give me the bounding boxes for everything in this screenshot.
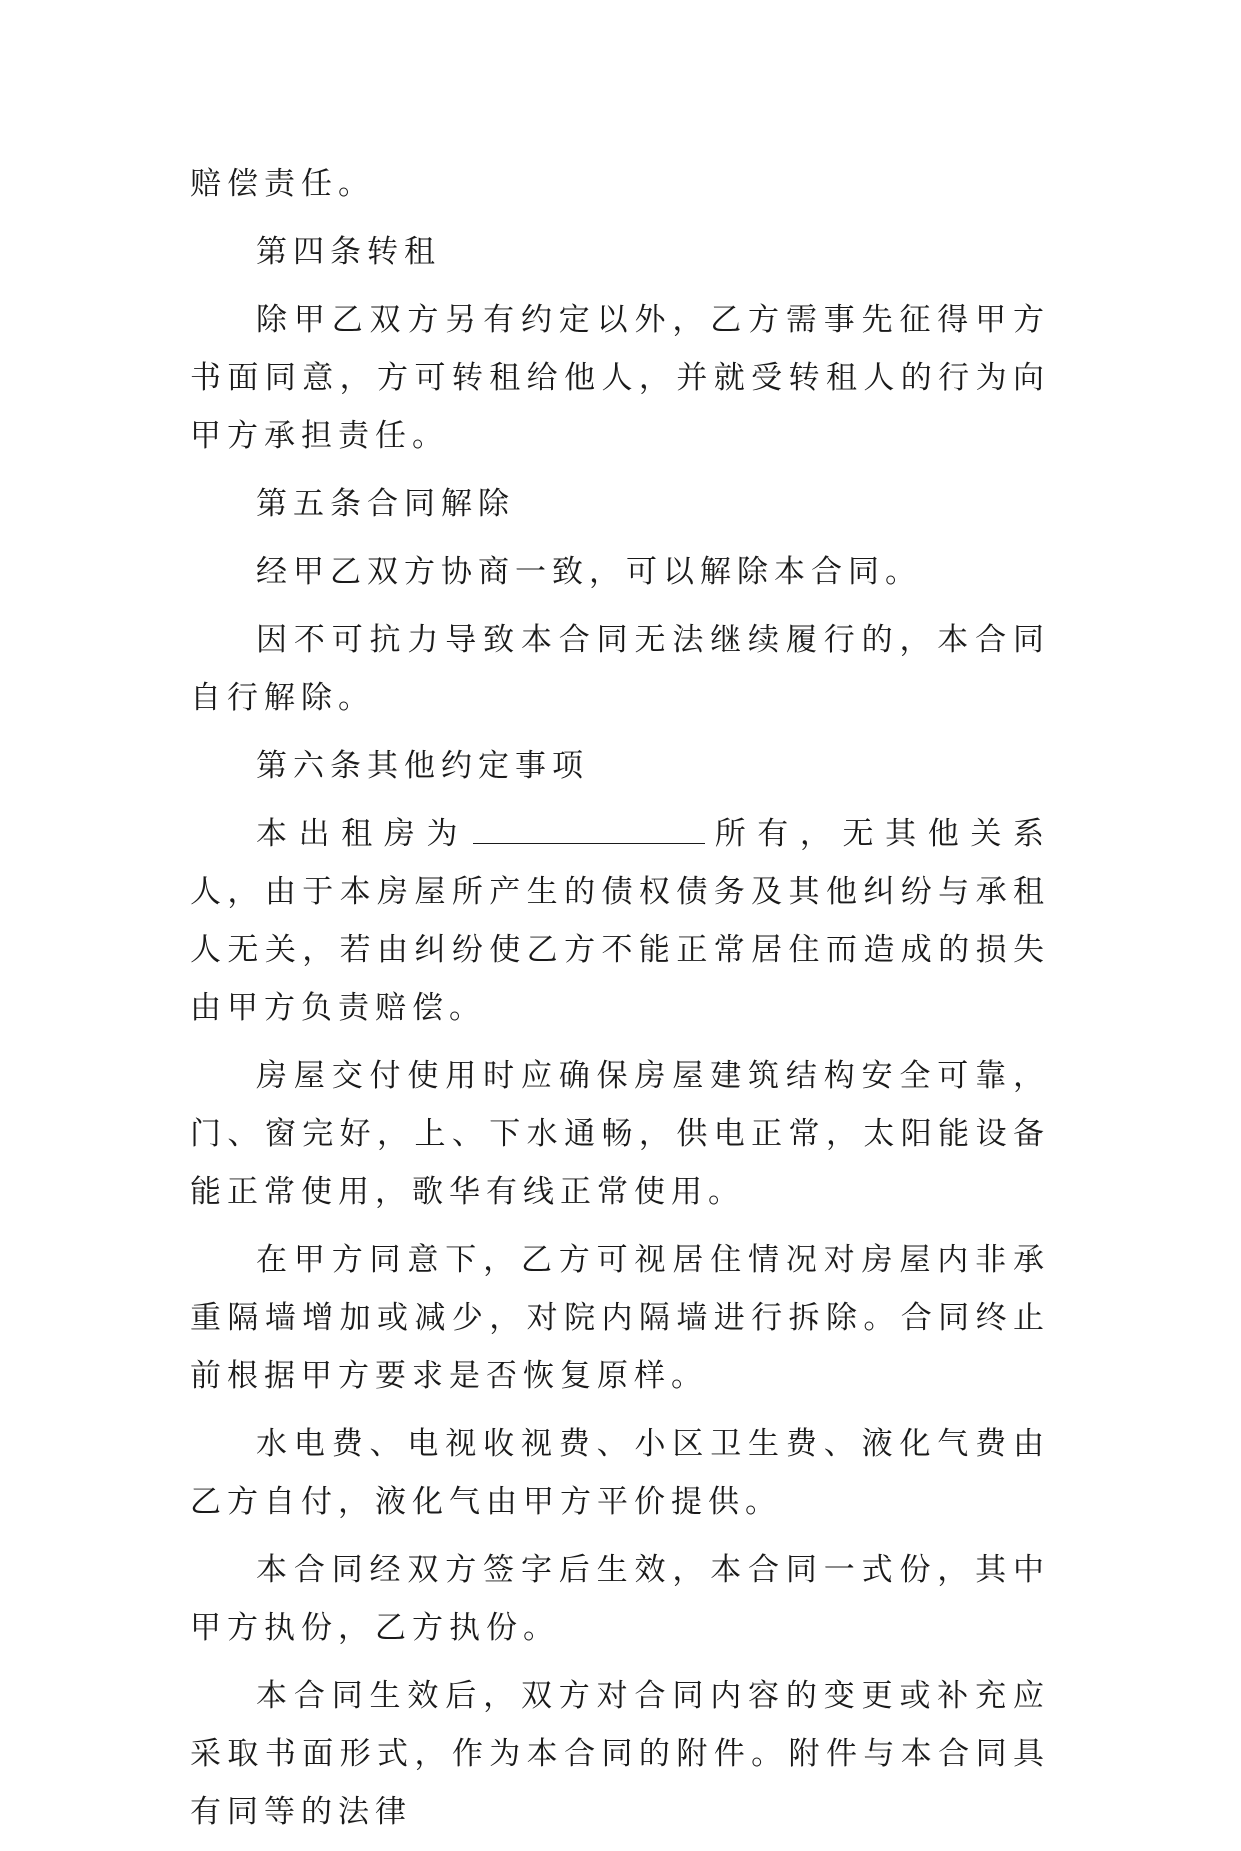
paragraph-sublease: 除甲乙双方另有约定以外，乙方需事先征得甲方书面同意，方可转租给他人，并就受转租人的行为向甲方承担责任。 — [190, 302, 1050, 454]
paragraph-effectiveness: 本合同经双方签字后生效，本合同一式份，其中甲方执份，乙方执份。 — [190, 1552, 1050, 1646]
paragraph-handover: 房屋交付使用时应确保房屋建筑结构安全可靠，门、窗完好，上、下水通畅，供电正常，太阳能设备能正常使用，歌华有线正常使用。 — [190, 1058, 1050, 1210]
heading-article-4: 第四条转租 — [256, 234, 441, 270]
paragraph-ownership — [190, 805, 1050, 1037]
paragraph-amendments: 本合同生效后，双方对合同内容的变更或补充应采取书面形式，作为本合同的附件。附件与本合同具有同等的法律 — [190, 1678, 1050, 1830]
paragraph-force-majeure: 因不可抗力导致本合同无法继续履行的，本合同自行解除。 — [190, 622, 1050, 716]
heading-article-6: 第六条其他约定事项 — [256, 748, 589, 784]
paragraph-termination-agreement: 经甲乙双方协商一致，可以解除本合同。 — [256, 554, 922, 590]
owner-blank-line — [473, 813, 705, 844]
document-body — [190, 155, 1050, 1851]
ownership-text-after: 所有，无其他关系人，由于本房屋所产生的债权债务及其他纠纷与承租人无关，若由纠纷使乙方不能正常居住而造成的损失由甲方负责赔偿。 — [190, 816, 1051, 1026]
paragraph-partition-walls: 在甲方同意下，乙方可视居住情况对房屋内非承重隔墙增加或减少，对院内隔墙进行拆除。合同终止前根据甲方要求是否恢复原样。 — [190, 1242, 1050, 1394]
heading-article-5: 第五条合同解除 — [256, 486, 515, 522]
paragraph-utilities: 水电费、电视收视费、小区卫生费、液化气费由乙方自付，液化气由甲方平价提供。 — [190, 1426, 1050, 1520]
paragraph-continuation: 赔偿责任。 — [190, 166, 375, 202]
ownership-text-before: 本出租房为 — [256, 816, 470, 852]
